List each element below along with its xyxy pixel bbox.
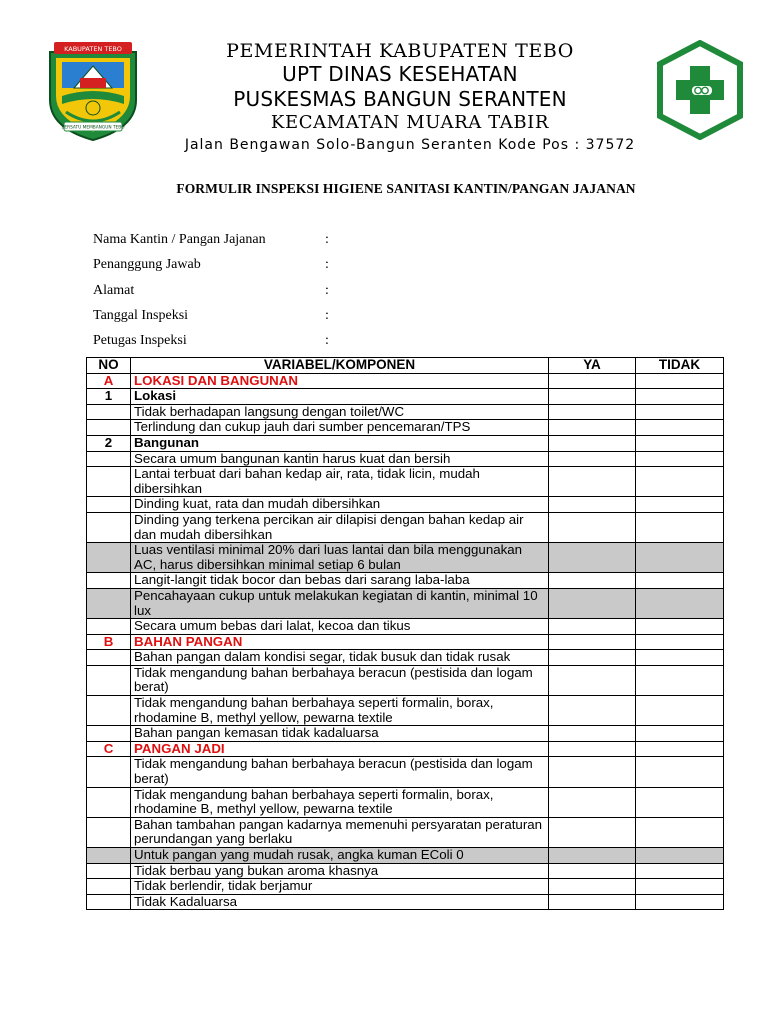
row-number: [87, 863, 131, 879]
tidak-checkbox-cell[interactable]: [636, 389, 724, 405]
form-field: [93, 333, 329, 349]
table-row: [87, 863, 724, 879]
subsection-row: [87, 389, 724, 405]
letterhead-department: UPT DINAS KESEHATAN: [282, 62, 518, 86]
row-component-text: Secara umum bebas dari lalat, kecoa dan tikus: [131, 619, 549, 635]
tidak-checkbox-cell[interactable]: [636, 373, 724, 389]
row-component-text: Lokasi: [131, 389, 549, 405]
puskesmas-logo-icon: [652, 40, 748, 140]
row-number: [87, 619, 131, 635]
row-component-text: Terlindung dan cukup jauh dari sumber pencemaran/TPS: [131, 420, 549, 436]
kabupaten-tebo-emblem-icon: [44, 38, 142, 142]
table-row: [87, 404, 724, 420]
form-field-colon: :: [325, 257, 329, 272]
ya-checkbox-cell[interactable]: [549, 512, 636, 542]
form-field-label: Tanggal Inspeksi: [93, 308, 189, 323]
table-row: [87, 757, 724, 787]
form-field-label: Petugas Inspeksi: [93, 333, 187, 348]
row-component-text: Untuk pangan yang mudah rusak, angka kuman EColi 0: [131, 848, 549, 864]
form-field: [93, 232, 329, 248]
row-number: [87, 512, 131, 542]
ya-checkbox-cell[interactable]: [549, 435, 636, 451]
table-row: [87, 451, 724, 467]
header-variable: VARIABEL/KOMPONEN: [131, 358, 549, 374]
row-component-text: Dinding kuat, rata dan mudah dibersihkan: [131, 497, 549, 513]
tidak-checkbox-cell[interactable]: [636, 435, 724, 451]
ya-checkbox-cell[interactable]: [549, 650, 636, 666]
header-tidak: TIDAK: [636, 358, 724, 374]
table-row: [87, 848, 724, 864]
row-number: A: [87, 373, 131, 389]
row-number: 1: [87, 389, 131, 405]
row-component-text: LOKASI DAN BANGUNAN: [131, 373, 549, 389]
row-number: [87, 451, 131, 467]
form-field: [93, 257, 329, 273]
ya-checkbox-cell[interactable]: [549, 863, 636, 879]
ya-checkbox-cell[interactable]: [549, 588, 636, 618]
table-row: [87, 726, 724, 742]
ya-checkbox-cell[interactable]: [549, 573, 636, 589]
form-field-colon: :: [325, 283, 329, 298]
form-field: [93, 308, 329, 324]
form-field-colon: :: [325, 333, 329, 348]
letterhead-puskesmas: PUSKESMAS BANGUN SERANTEN: [233, 87, 567, 111]
table-row: [87, 696, 724, 726]
tidak-checkbox-cell[interactable]: [636, 817, 724, 847]
tidak-checkbox-cell[interactable]: [636, 665, 724, 695]
tidak-checkbox-cell[interactable]: [636, 757, 724, 787]
row-component-text: Bahan tambahan pangan kadarnya memenuhi persyaratan peraturan perundangan yang berlaku: [131, 817, 549, 847]
ya-checkbox-cell[interactable]: [549, 543, 636, 573]
letterhead-government: PEMERINTAH KABUPATEN TEBO: [226, 40, 574, 62]
table-header-row: [87, 358, 724, 374]
row-number: [87, 757, 131, 787]
row-number: [87, 894, 131, 910]
letterhead-address: Jalan Bengawan Solo-Bangun Seranten Kode Pos : 37572: [184, 137, 636, 153]
table-row: [87, 467, 724, 497]
ya-checkbox-cell[interactable]: [549, 741, 636, 757]
emblem-banner-text: KABUPATEN TEBO: [64, 45, 122, 53]
ya-checkbox-cell[interactable]: [549, 696, 636, 726]
row-component-text: Bangunan: [131, 435, 549, 451]
row-component-text: Tidak mengandung bahan berbahaya beracun (pestisida dan logam berat): [131, 665, 549, 695]
tidak-checkbox-cell[interactable]: [636, 451, 724, 467]
section-row: [87, 741, 724, 757]
table-row: [87, 573, 724, 589]
row-number: [87, 665, 131, 695]
tidak-checkbox-cell[interactable]: [636, 696, 724, 726]
row-component-text: Tidak berlendir, tidak berjamur: [131, 879, 549, 895]
row-number: C: [87, 741, 131, 757]
ya-checkbox-cell[interactable]: [549, 451, 636, 467]
row-component-text: Luas ventilasi minimal 20% dari luas lantai dan bila menggunakan AC, harus dibersihkan minimal setiap 6 bulan: [131, 543, 549, 573]
ya-checkbox-cell[interactable]: [549, 634, 636, 650]
row-component-text: Secara umum bangunan kantin harus kuat dan bersih: [131, 451, 549, 467]
row-number: [87, 848, 131, 864]
ya-checkbox-cell[interactable]: [549, 894, 636, 910]
row-component-text: Tidak mengandung bahan berbahaya seperti formalin, borax, rhodamine B, methyl yellow, pewarna textile: [131, 787, 549, 817]
section-row: [87, 373, 724, 389]
ya-checkbox-cell[interactable]: [549, 879, 636, 895]
tidak-checkbox-cell[interactable]: [636, 543, 724, 573]
ya-checkbox-cell[interactable]: [549, 848, 636, 864]
row-number: [87, 467, 131, 497]
row-number: B: [87, 634, 131, 650]
tidak-checkbox-cell[interactable]: [636, 726, 724, 742]
tidak-checkbox-cell[interactable]: [636, 619, 724, 635]
tidak-checkbox-cell[interactable]: [636, 420, 724, 436]
ya-checkbox-cell[interactable]: [549, 787, 636, 817]
ya-checkbox-cell[interactable]: [549, 817, 636, 847]
tidak-checkbox-cell[interactable]: [636, 573, 724, 589]
ya-checkbox-cell[interactable]: [549, 665, 636, 695]
tidak-checkbox-cell[interactable]: [636, 404, 724, 420]
letterhead-kecamatan: KECAMATAN MUARA TABIR: [270, 112, 550, 133]
table-row: [87, 588, 724, 618]
table-row: [87, 619, 724, 635]
tidak-checkbox-cell[interactable]: [636, 894, 724, 910]
tidak-checkbox-cell[interactable]: [636, 879, 724, 895]
tidak-checkbox-cell[interactable]: [636, 497, 724, 513]
row-number: [87, 420, 131, 436]
header-ya: YA: [549, 358, 636, 374]
table-row: [87, 650, 724, 666]
table-row: [87, 894, 724, 910]
row-number: [87, 543, 131, 573]
row-component-text: Dinding yang terkena percikan air dilapisi dengan bahan kedap air dan mudah dibersihkan: [131, 512, 549, 542]
emblem-motto-text: BERSATU MEMBANGUN TEBO: [61, 125, 125, 131]
ya-checkbox-cell[interactable]: [549, 404, 636, 420]
tidak-checkbox-cell[interactable]: [636, 512, 724, 542]
row-component-text: Tidak berbau yang bukan aroma khasnya: [131, 863, 549, 879]
tidak-checkbox-cell[interactable]: [636, 650, 724, 666]
row-number: [87, 696, 131, 726]
ya-checkbox-cell[interactable]: [549, 373, 636, 389]
form-field: [93, 283, 329, 299]
row-number: [87, 588, 131, 618]
tidak-checkbox-cell[interactable]: [636, 863, 724, 879]
ya-checkbox-cell[interactable]: [549, 389, 636, 405]
section-row: [87, 634, 724, 650]
tidak-checkbox-cell[interactable]: [636, 741, 724, 757]
table-row: [87, 543, 724, 573]
ya-checkbox-cell[interactable]: [549, 619, 636, 635]
letterhead: [0, 0, 768, 160]
tidak-checkbox-cell[interactable]: [636, 787, 724, 817]
row-number: [87, 497, 131, 513]
row-component-text: PANGAN JADI: [131, 741, 549, 757]
table-row: [87, 497, 724, 513]
table-row: [87, 817, 724, 847]
row-number: 2: [87, 435, 131, 451]
form-field-colon: :: [325, 232, 329, 247]
tidak-checkbox-cell[interactable]: [636, 634, 724, 650]
ya-checkbox-cell[interactable]: [549, 420, 636, 436]
row-number: [87, 404, 131, 420]
row-component-text: Tidak mengandung bahan berbahaya seperti formalin, borax, rhodamine B, methyl yellow, pewarna textile: [131, 696, 549, 726]
table-row: [87, 512, 724, 542]
row-number: [87, 787, 131, 817]
table-row: [87, 879, 724, 895]
form-field-label: Nama Kantin / Pangan Jajanan: [93, 232, 266, 247]
ya-checkbox-cell[interactable]: [549, 757, 636, 787]
header-no: NO: [87, 358, 131, 374]
row-component-text: Pencahayaan cukup untuk melakukan kegiatan di kantin, minimal 10 lux: [131, 588, 549, 618]
row-component-text: Bahan pangan dalam kondisi segar, tidak busuk dan tidak rusak: [131, 650, 549, 666]
form-field-label: Alamat: [93, 283, 135, 298]
ya-checkbox-cell[interactable]: [549, 726, 636, 742]
row-component-text: Bahan pangan kemasan tidak kadaluarsa: [131, 726, 549, 742]
row-number: [87, 726, 131, 742]
row-component-text: Langit-langit tidak bocor dan bebas dari sarang laba-laba: [131, 573, 549, 589]
table-row: [87, 420, 724, 436]
row-component-text: BAHAN PANGAN: [131, 634, 549, 650]
row-number: [87, 879, 131, 895]
row-number: [87, 650, 131, 666]
inspection-table: [86, 357, 724, 910]
form-field-label: Penanggung Jawab: [93, 257, 201, 272]
subsection-row: [87, 435, 724, 451]
form-title: FORMULIR INSPEKSI HIGIENE SANITASI KANTIN/PANGAN JAJANAN: [176, 181, 636, 196]
row-component-text: Tidak Kadaluarsa: [131, 894, 549, 910]
ya-checkbox-cell[interactable]: [549, 497, 636, 513]
tidak-checkbox-cell[interactable]: [636, 848, 724, 864]
row-component-text: Tidak mengandung bahan berbahaya beracun (pestisida dan logam berat): [131, 757, 549, 787]
table-row: [87, 787, 724, 817]
row-number: [87, 573, 131, 589]
tidak-checkbox-cell[interactable]: [636, 588, 724, 618]
row-component-text: Tidak berhadapan langsung dengan toilet/WC: [131, 404, 549, 420]
ya-checkbox-cell[interactable]: [549, 467, 636, 497]
row-component-text: Lantai terbuat dari bahan kedap air, rata, tidak licin, mudah dibersihkan: [131, 467, 549, 497]
form-field-colon: :: [325, 308, 329, 323]
table-row: [87, 665, 724, 695]
row-number: [87, 817, 131, 847]
tidak-checkbox-cell[interactable]: [636, 467, 724, 497]
